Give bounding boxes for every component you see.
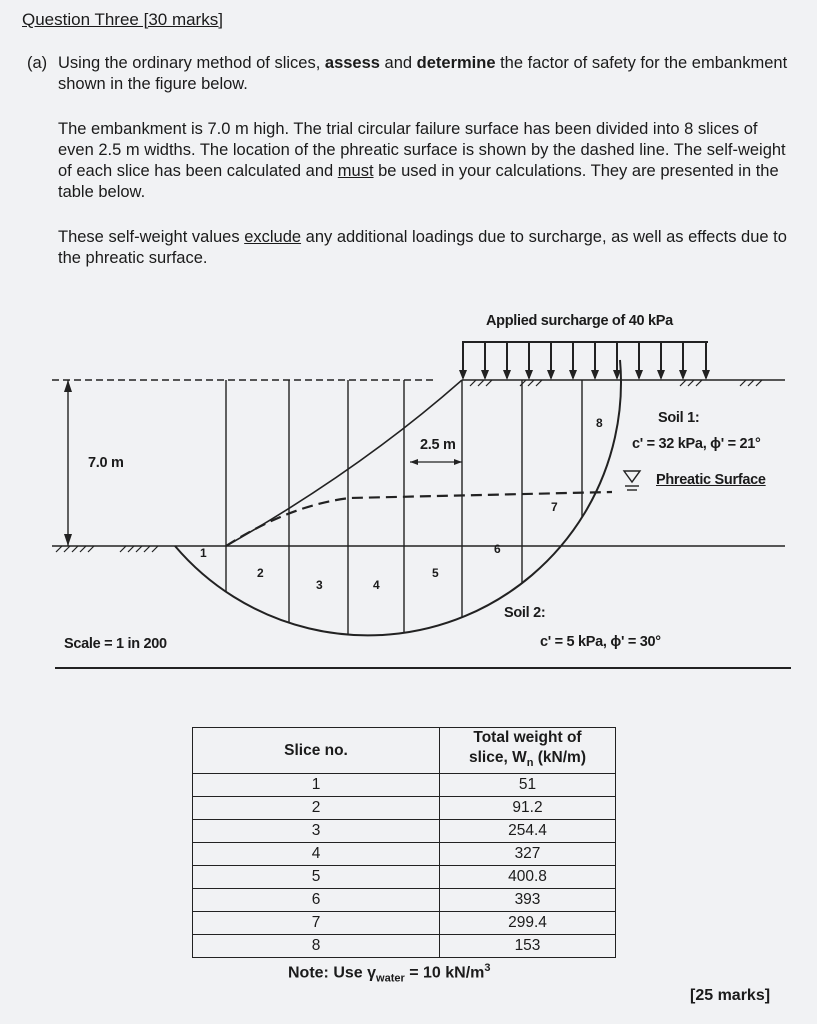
description-paragraph: The embankment is 7.0 m high. The trial circular failure surface has been divided into 8 slices of even 2.5 m widths. The location of the phreatic surface is shown by the dashed line. The self-weight of each slice has been calculated and must be used in your calculations. They are presented in the table below. [58, 120, 786, 201]
table-row: 6 393 [193, 889, 616, 912]
phreatic-symbol [624, 471, 640, 490]
table-row: 5 400.8 [193, 866, 616, 889]
marks-label: [25 marks] [690, 987, 771, 1004]
slice-weights-table [192, 727, 616, 958]
surcharge-arrowheads [459, 370, 710, 380]
slice-number: 7 [551, 500, 558, 514]
surcharge-label: Applied surcharge of 40 kPa [486, 313, 673, 329]
question-title: Question Three [30 marks] [22, 10, 223, 29]
slice-number: 1 [200, 546, 207, 560]
part-label: (a) [27, 54, 48, 72]
scale-label: Scale = 1 in 200 [64, 636, 167, 652]
slice-lines [226, 380, 582, 700]
slice-number: 5 [432, 566, 439, 580]
embankment-slope [226, 380, 462, 546]
soil2-params: c' = 5 kPa, ϕ' = 30° [540, 634, 661, 650]
soil1-params: c' = 32 kPa, ϕ' = 21° [632, 436, 761, 452]
surcharge-load [462, 342, 708, 378]
table-row: 4 327 [193, 843, 616, 866]
slice-number: 6 [494, 542, 501, 556]
slice-number: 2 [257, 566, 264, 580]
header-weight: Total weight of slice, $W_n$ (kN/m) [440, 728, 616, 774]
table-row: 2 91.2 [193, 797, 616, 820]
slice-number: 3 [316, 578, 323, 592]
table-row: 1 51 [193, 774, 616, 797]
slice-number: 4 [373, 578, 380, 592]
unit-weight-note: Note: Use $\gamma_{water} = 10$ $kN/m^3$ [288, 962, 491, 985]
height-label: 7.0 m [88, 455, 124, 471]
instruction-paragraph: Using the ordinary method of slices, assess and determine the factor of safety for the embankment shown in the figure below. [58, 54, 788, 93]
soil1-title: Soil 1: [658, 410, 700, 426]
failure-arc [175, 360, 621, 635]
table-row: 3 254.4 [193, 820, 616, 843]
slice-number: 8 [596, 416, 603, 430]
table-row: 7 299.4 [193, 912, 616, 935]
ground-hatching [56, 380, 762, 552]
table-row: 8 153 [193, 935, 616, 958]
header-slice: Slice no. [193, 728, 440, 774]
exclusion-paragraph: These self-weight values exclude any additional loadings due to surcharge, as well as effects due to the phreatic surface. [58, 228, 787, 267]
soil2-title: Soil 2: [504, 605, 546, 621]
width-label: 2.5 m [420, 437, 456, 453]
phreatic-label: Phreatic Surface [656, 472, 766, 488]
